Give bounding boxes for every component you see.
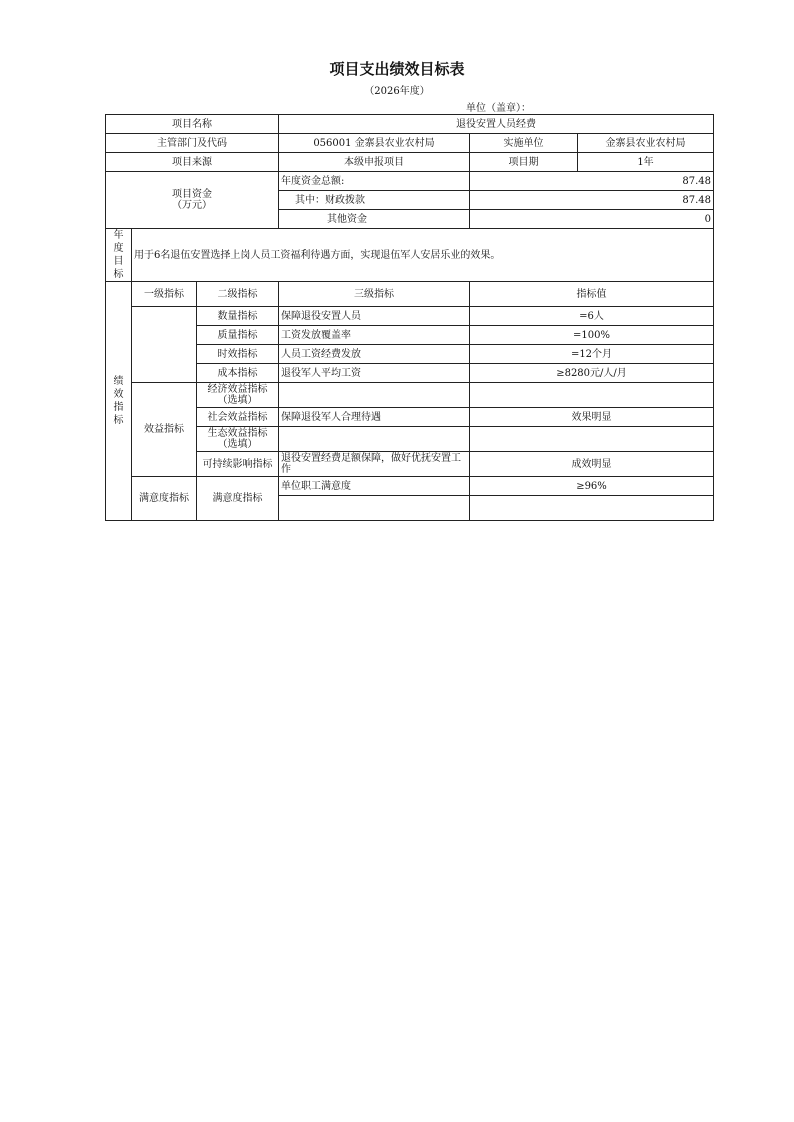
value-cell: =100%	[470, 326, 714, 345]
funds-other-label: 其他资金	[279, 210, 470, 229]
funds-total-label: 年度资金总额:	[279, 172, 470, 191]
performance-target-table	[105, 114, 714, 521]
department-row	[106, 134, 714, 153]
funds-fiscal-label: 其中：财政拨款	[279, 191, 470, 210]
project-name-value: 退役安置人员经费	[279, 115, 714, 134]
funds-label	[106, 172, 279, 229]
level3-cell: 保障退役军人合理待遇	[279, 408, 470, 427]
table-row	[106, 364, 714, 383]
funds-total-value: 87.48	[470, 172, 714, 191]
indicator-side-label: 绩效指标	[106, 282, 132, 521]
value-cell: 成效明显	[470, 452, 714, 477]
value-cell: 效果明显	[470, 408, 714, 427]
funds-label-line1: 项目资金	[172, 189, 212, 200]
department-value: 056001 金寨县农业农村局	[279, 134, 470, 153]
annual-goal-row	[106, 229, 714, 282]
source-label: 项目来源	[106, 153, 279, 172]
value-cell: =12个月	[470, 345, 714, 364]
col-level2-header: 二级指标	[197, 282, 279, 307]
table-row	[106, 383, 714, 408]
level2-cell: 可持续影响指标	[197, 452, 279, 477]
level2-cell: 数量指标	[197, 307, 279, 326]
level3-cell: 单位职工满意度	[279, 477, 470, 496]
page-title: 项目支出绩效目标表	[329, 60, 465, 78]
level3-cell	[279, 383, 470, 408]
implementing-unit-label: 实施单位	[470, 134, 578, 153]
source-row	[106, 153, 714, 172]
department-label: 主管部门及代码	[106, 134, 279, 153]
annual-goal-text: 用于6名退伍安置选择上岗人员工资福利待遇方面，实现退伍军人安居乐业的效果。	[132, 229, 714, 282]
col-value-header: 指标值	[470, 282, 714, 307]
funds-label-line2: （万元）	[172, 200, 212, 211]
table-row	[106, 307, 714, 326]
table-row	[106, 345, 714, 364]
funds-total-row	[106, 172, 714, 191]
value-cell: ≥8280元/人/月	[470, 364, 714, 383]
unit-seal-label: 单位（盖章）：	[466, 103, 531, 114]
annual-goal-label: 年度目标	[106, 229, 132, 282]
level3-cell: 保障退役安置人员	[279, 307, 470, 326]
level2-cell: 生态效益指标（选填）	[197, 427, 279, 452]
funds-fiscal-value: 87.48	[470, 191, 714, 210]
level3-cell	[279, 427, 470, 452]
indicator-header-row	[106, 282, 714, 307]
project-name-label: 项目名称	[106, 115, 279, 134]
table-row	[106, 427, 714, 452]
level2-cell: 质量指标	[197, 326, 279, 345]
value-cell	[470, 427, 714, 452]
table-row	[106, 477, 714, 496]
col-level3-header: 三级指标	[279, 282, 470, 307]
level2-cell: 时效指标	[197, 345, 279, 364]
value-cell: ≥96%	[470, 477, 714, 496]
value-cell	[470, 496, 714, 521]
project-name-row	[106, 115, 714, 134]
satisfaction-level2-label: 满意度指标	[197, 477, 279, 521]
benefit-indicator-label: 效益指标	[132, 383, 197, 477]
implementing-unit-value: 金寨县农业农村局	[578, 134, 714, 153]
level2-cell: 成本指标	[197, 364, 279, 383]
source-value: 本级申报项目	[279, 153, 470, 172]
level3-cell	[279, 496, 470, 521]
table-row	[106, 326, 714, 345]
fiscal-year: （2026年度）	[364, 86, 430, 97]
col-level1-header: 一级指标	[132, 282, 197, 307]
table-row	[106, 452, 714, 477]
level2-cell: 社会效益指标	[197, 408, 279, 427]
level2-cell: 经济效益指标（选填）	[197, 383, 279, 408]
level3-cell: 退役安置经费足额保障，做好优抚安置工作	[279, 452, 470, 477]
funds-other-value: 0	[470, 210, 714, 229]
table-row	[106, 408, 714, 427]
level3-cell: 工资发放覆盖率	[279, 326, 470, 345]
level3-cell: 人员工资经费发放	[279, 345, 470, 364]
level3-cell: 退役军人平均工资	[279, 364, 470, 383]
value-cell	[470, 383, 714, 408]
period-label: 项目期	[470, 153, 578, 172]
satisfaction-level1-label: 满意度指标	[132, 477, 197, 521]
value-cell: =6人	[470, 307, 714, 326]
period-value: 1年	[578, 153, 714, 172]
output-indicator-cell	[132, 307, 197, 383]
